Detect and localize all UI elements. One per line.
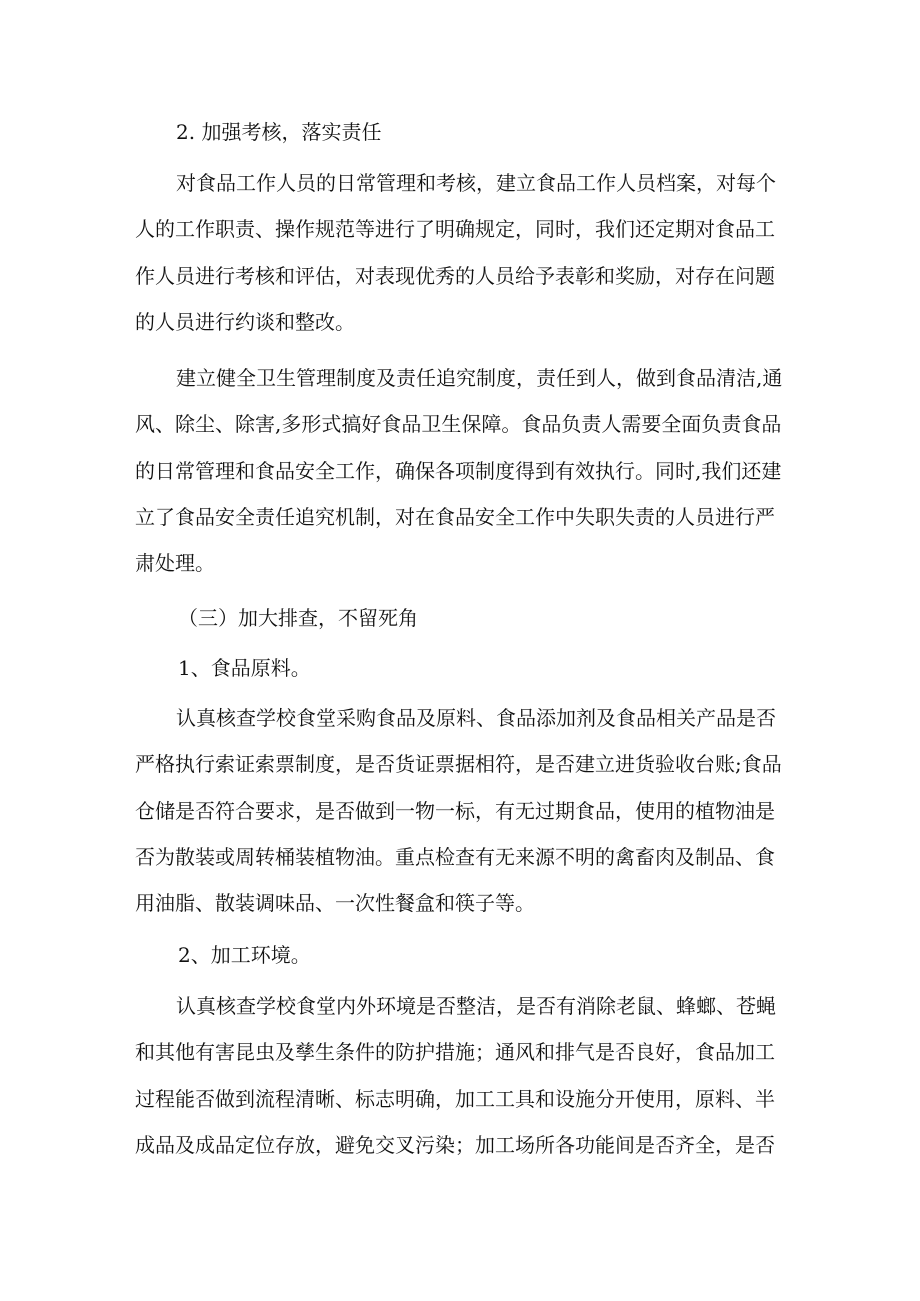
section-heading-2: 2. 加强考核，落实责任 [176,120,382,144]
text-line: 成品及成品定位存放，避免交叉污染；加工场所各功能间是否齐全，是否 [135,1132,775,1157]
paragraph-hygiene-system [135,355,785,586]
text-line: 否为散装或周转桶装植物油。重点检查有无来源不明的禽畜肉及制品、食 [135,844,775,869]
text-line: 的人员进行约谈和整改。 [135,309,355,334]
text-line: 建立健全卫生管理制度及责任追究制度，责任到人，做到食品清洁,通 [176,366,783,390]
text-line: 肃处理。 [135,551,215,576]
text-line: 的日常管理和食品安全工作，确保各项制度得到有效执行。同时,我们还建 [135,458,782,483]
text-line: 对食品工作人员的日常管理和考核，建立食品工作人员档案，对每个 [176,171,776,195]
paragraph-food-materials [135,695,785,926]
section-heading-3: （三）加大排查，不留死角 [178,606,418,630]
text-line: 和其他有害昆虫及孳生条件的防护措施；通风和排气是否良好，食品加工 [135,1040,775,1065]
text-line: 风、除尘、除害,多形式搞好食品卫生保障。食品负责人需要全面负责食品 [135,412,782,437]
text-line: 立了食品安全责任追究机制，对在食品安全工作中失职失责的人员进行严 [135,504,775,529]
subsection-heading-1: 1、食品原料。 [178,656,311,680]
paragraph-staff-assessment [135,160,785,345]
subsection-heading-2: 2、加工环境。 [178,943,311,967]
text-line: 认真核查学校食堂采购食品及原料、食品添加剂及食品相关产品是否 [176,706,776,730]
paragraph-processing-environment [135,983,785,1168]
text-line: 用油脂、散装调味品、一次性餐盒和筷子等。 [135,891,535,916]
text-line: 严格执行索证索票制度，是否货证票据相符，是否建立进货验收台账;食品 [135,752,782,777]
text-line: 认真核查学校食堂内外环境是否整洁，是否有消除老鼠、蜂螂、苍蝇 [176,994,776,1018]
text-line: 作人员进行考核和评估，对表现优秀的人员给予表彰和奖励，对存在问题 [135,263,775,288]
text-line: 过程能否做到流程清晰、标志明确，加工工具和设施分开使用，原料、半 [135,1086,775,1111]
text-line: 仓储是否符合要求，是否做到一物一标，有无过期食品，使用的植物油是 [135,798,775,823]
text-line: 人的工作职责、操作规范等进行了明确规定，同时，我们还定期对食品工 [135,217,775,242]
